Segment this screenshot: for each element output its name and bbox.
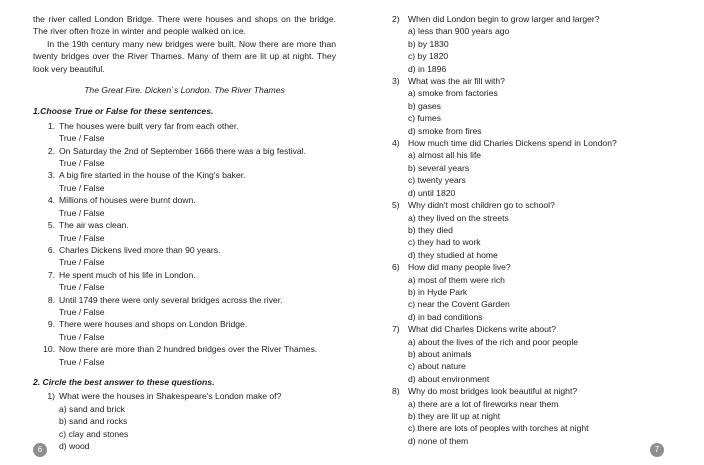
- question-1: [33, 390, 336, 402]
- answer-option: b) by 1830: [408, 38, 449, 49]
- statement-text: On Saturday the 2nd of September 1666 there was a big festival.: [59, 145, 306, 156]
- answer-option: b) sand and rocks: [59, 416, 128, 427]
- question-text: How did many people live?: [408, 262, 511, 273]
- question-text: What did Charles Dickens write about?: [408, 324, 557, 335]
- question-number: 3): [392, 76, 400, 87]
- statement-number: 6.: [47, 244, 55, 255]
- statement-item: [33, 294, 336, 306]
- answer-option: c) clay and stones: [59, 428, 129, 439]
- answer-option: d) until 1820: [408, 187, 456, 198]
- statement-text: There were houses and shops on London Bridge.: [59, 319, 248, 330]
- answer-option: a) there are a lot of fireworks near them: [408, 398, 559, 409]
- statement-text: The air was clean.: [59, 220, 129, 231]
- statement-item: [33, 120, 336, 132]
- statement-number: 2.: [47, 145, 55, 156]
- question-number: 4): [392, 138, 400, 149]
- question: [392, 13, 674, 25]
- statement-number: 1.: [47, 120, 55, 131]
- statement-item: [33, 318, 336, 330]
- answer-option: b) about animals: [408, 348, 472, 359]
- true-false-label: True / False: [59, 207, 105, 218]
- statement-item: [33, 194, 336, 206]
- statement-item: [33, 343, 336, 355]
- statement-item: [33, 269, 336, 281]
- question-number: 1): [47, 391, 55, 402]
- answer-option: d) about environment: [408, 373, 490, 384]
- answer-option: d) they studied at home: [408, 249, 498, 260]
- question-number: 6): [392, 262, 400, 273]
- true-false-label: True / False: [59, 282, 105, 293]
- answer-option: b) several years: [408, 162, 470, 173]
- answer-option: a) they lived on the streets: [408, 212, 509, 223]
- statement-text: Until 1749 there were only several bridges across the river.: [59, 294, 283, 305]
- true-false-label: True / False: [59, 356, 105, 367]
- statement-number: 4.: [47, 195, 55, 206]
- question-text: When did London begin to grow larger and larger?: [408, 14, 600, 24]
- statement-number: 10.: [43, 344, 55, 355]
- question: [392, 137, 674, 149]
- answer-option: a) smoke from factories: [408, 88, 498, 99]
- task2-title: 2. Circle the best answer to these questions.: [33, 376, 215, 387]
- answer-option: b) they are lit up at night: [408, 411, 501, 421]
- true-false-label: True / False: [59, 232, 105, 243]
- statement-text: He spent much of his life in London.: [59, 269, 196, 280]
- answer-option: a) less than 900 years ago: [408, 26, 510, 37]
- statement-text: Charles Dickens lived more than 90 years.: [59, 244, 221, 255]
- answer-option: d) in bad conditions: [408, 311, 483, 322]
- statement-item: [33, 169, 336, 181]
- statement-number: 9.: [47, 319, 55, 330]
- statement-text: A big fire started in the house of the King's baker.: [59, 170, 246, 181]
- statement-number: 5.: [47, 220, 55, 231]
- answer-option: a) about the lives of the rich and poor people: [408, 336, 579, 347]
- text-title: The Great Fire. Dicken`s London. The River Thames: [84, 85, 285, 96]
- question-number: 5): [392, 200, 400, 211]
- answer-option: d) smoke from fires: [408, 125, 482, 136]
- true-false-list: [33, 120, 336, 368]
- task1-title: 1.Choose True or False for these sentences.: [33, 106, 214, 117]
- page-number-badge: 7: [650, 443, 664, 457]
- answer-option: c) about nature: [408, 361, 466, 372]
- answer-option: d) in 1896: [408, 63, 447, 74]
- question: [392, 199, 674, 211]
- question: [392, 385, 674, 397]
- statement-text: Now there are more than 2 hundred bridges over the River Thames.: [59, 344, 318, 355]
- page-number-badge: 6: [33, 443, 47, 457]
- intro-paragraph-2: In the 19th century many new bridges were built. Now there are more than twenty bridges over the River Thames. Many of them are lit up at night. They look very beautiful.: [33, 38, 336, 74]
- statement-item: [33, 145, 336, 157]
- question-list: [392, 13, 674, 447]
- answer-option: d) wood: [59, 441, 90, 451]
- statement-item: [33, 244, 336, 256]
- answer-option: a) most of them were rich: [408, 274, 505, 285]
- true-false-label: True / False: [59, 306, 105, 317]
- statement-text: The houses were built very far from each other.: [59, 120, 239, 131]
- answer-option: c) there are lots of peoples with torches at night: [408, 423, 589, 434]
- true-false-label: True / False: [59, 257, 105, 268]
- answer-option: c) they had to work: [408, 237, 481, 248]
- answer-option: a) sand and brick: [59, 403, 125, 414]
- statement-text: Millions of houses were burnt down.: [59, 195, 196, 206]
- question-text: What were the houses in Shakespeare's London make of?: [59, 391, 282, 402]
- statement-item: [33, 219, 336, 231]
- answer-option: b) they died: [408, 224, 453, 235]
- question-number: 2): [392, 14, 400, 24]
- true-false-label: True / False: [59, 331, 105, 342]
- intro-paragraph-1: the river called London Bridge. There were houses and shops on the bridge. The river often froze in winter and people walked on ice.: [33, 14, 336, 37]
- answer-option: a) almost all his life: [408, 150, 482, 161]
- true-false-label: True / False: [59, 182, 105, 193]
- answer-option: b) in Hyde Park: [408, 286, 468, 297]
- right-page: [352, 0, 704, 465]
- question-text: Why didn't most children go to school?: [408, 200, 555, 211]
- question-text: How much time did Charles Dickens spend in London?: [408, 138, 617, 149]
- question-number: 8): [392, 386, 400, 397]
- question: [392, 261, 674, 273]
- question-text: What was the air fill with?: [408, 76, 505, 87]
- question-text: Why do most bridges look beautiful at night?: [408, 386, 578, 397]
- true-false-label: True / False: [59, 158, 105, 169]
- answer-option: c) by 1820: [408, 51, 449, 62]
- question: [392, 75, 674, 87]
- true-false-label: True / False: [59, 133, 105, 144]
- answer-option: c) fumes: [408, 113, 441, 124]
- answer-option: c) twenty years: [408, 175, 466, 186]
- question: [392, 323, 674, 335]
- answer-option: d) none of them: [408, 435, 469, 446]
- question-number: 7): [392, 324, 400, 335]
- statement-number: 3.: [47, 170, 55, 181]
- statement-number: 8.: [47, 294, 55, 305]
- answer-option: c) near the Covent Garden: [408, 299, 510, 310]
- statement-number: 7.: [47, 269, 55, 280]
- answer-option: b) gases: [408, 100, 441, 111]
